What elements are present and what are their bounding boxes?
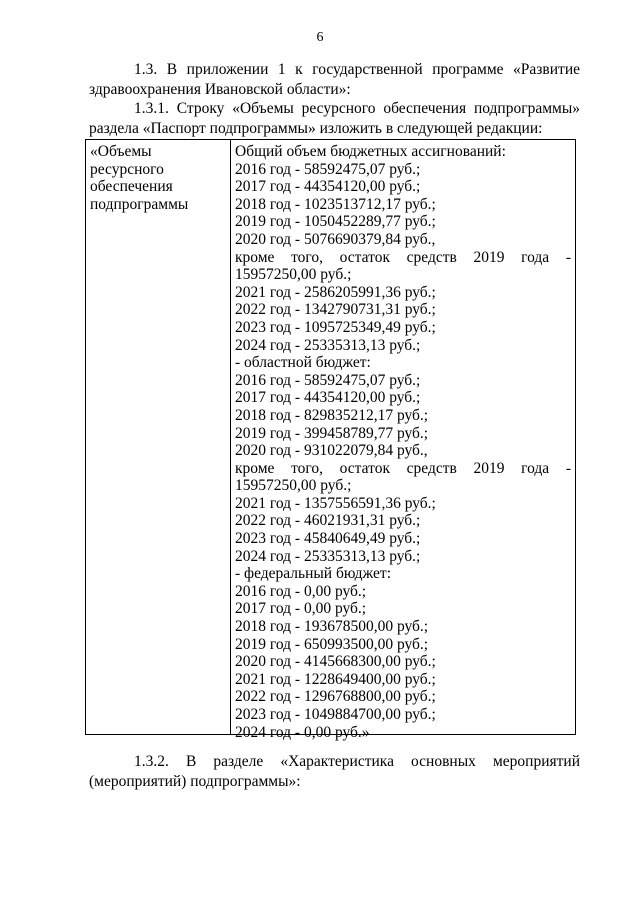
table-right-line: - федеральный бюджет: xyxy=(235,565,391,583)
table-right-line: 2021 год - 1357556591,36 руб.; xyxy=(235,494,436,512)
table-right-line: 2022 год - 46021931,31 руб.; xyxy=(235,512,421,530)
table-right-line: 2017 год - 0,00 руб.; xyxy=(235,600,367,618)
table-right-line: 2020 год - 5076690379,84 руб., xyxy=(235,230,436,248)
table-right-line: 15957250,00 руб.; xyxy=(235,477,352,495)
table-right-line: 2018 год - 1023513712,17 руб.; xyxy=(235,195,436,213)
paragraph-1-3-1-line-2: раздела «Паспорт подпрограммы» изложить в следующей редакции: xyxy=(89,120,543,137)
paragraph-1-3-1 xyxy=(89,99,580,139)
table-right-line: 2023 год - 1049884700,00 руб.; xyxy=(235,706,436,723)
table-left-line: подпрограммы xyxy=(90,195,189,213)
table-right-line: 2016 год - 58592475,07 руб.; xyxy=(235,160,421,178)
paragraph-1-3-line-1: 1.3. В приложении 1 к государственной программе «Развитие xyxy=(134,61,580,78)
paragraph-1-3-1-line-1: 1.3.1. Строку «Объемы ресурсного обеспечения подпрограммы» xyxy=(134,100,580,117)
table-right-line: 15957250,00 руб.; xyxy=(235,266,352,284)
table-right-line: 2021 год - 2586205991,36 руб.; xyxy=(235,283,436,301)
table-right-line: 2021 год - 1228649400,00 руб.; xyxy=(235,670,436,688)
paragraph-1-3-2-line-1: 1.3.2. В разделе «Характеристика основных мероприятий xyxy=(134,753,580,770)
table-column-divider xyxy=(230,140,231,734)
table-right-line: 2022 год - 1296768800,00 руб.; xyxy=(235,688,436,706)
table-right-line: 2024 год - 0,00 руб.» xyxy=(235,723,370,741)
paragraph-1-3 xyxy=(89,60,580,100)
table-right-line: 2016 год - 58592475,07 руб.; xyxy=(235,371,421,389)
table-right-cell xyxy=(235,143,571,741)
table-right-line: 2020 год - 4145668300,00 руб.; xyxy=(235,653,436,671)
table-right-line: 2016 год - 0,00 руб.; xyxy=(235,582,367,600)
table-right-line: 2023 год - 1095725349,49 руб.; xyxy=(235,318,436,336)
paragraph-1-3-2-line-2: (мероприятий) подпрограммы»: xyxy=(89,773,301,790)
table-right-line: 2017 год - 44354120,00 руб.; xyxy=(235,389,421,407)
table-left-line: «Объемы ресурсного xyxy=(90,143,164,178)
table-right-line: 2017 год - 44354120,00 руб.; xyxy=(235,178,421,196)
table-right-line: кроме того, остаток средств 2019 года - xyxy=(235,459,571,477)
table-right-line: 2018 год - 829835212,17 руб.; xyxy=(235,406,429,424)
table-right-line: 2022 год - 1342790731,31 руб.; xyxy=(235,301,436,319)
table-right-line: Общий объем бюджетных ассигнований: xyxy=(235,143,506,160)
table-right-line: 2024 год - 25335313,13 руб.; xyxy=(235,547,421,565)
table-right-line: 2019 год - 650993500,00 руб.; xyxy=(235,635,429,653)
paragraph-1-3-2 xyxy=(89,752,580,792)
funding-table xyxy=(85,139,576,741)
page-number: 6 xyxy=(316,30,324,45)
paragraph-1-3-line-2: здравоохранения Ивановской области»: xyxy=(89,81,351,98)
table-right-line: 2019 год - 399458789,77 руб.; xyxy=(235,424,429,442)
table-right-line: 2018 год - 193678500,00 руб.; xyxy=(235,618,429,636)
table-left-line: обеспечения xyxy=(90,178,173,195)
table-right-line: 2024 год - 25335313,13 руб.; xyxy=(235,336,421,354)
table-right-line: кроме того, остаток средств 2019 года - xyxy=(235,248,571,266)
table-right-line: - областной бюджет: xyxy=(235,354,371,372)
table-right-line: 2019 год - 1050452289,77 руб.; xyxy=(235,213,436,231)
table-right-line: 2023 год - 45840649,49 руб.; xyxy=(235,530,421,548)
table-right-line: 2020 год - 931022079,84 руб., xyxy=(235,442,428,460)
table-left-cell xyxy=(90,143,226,213)
